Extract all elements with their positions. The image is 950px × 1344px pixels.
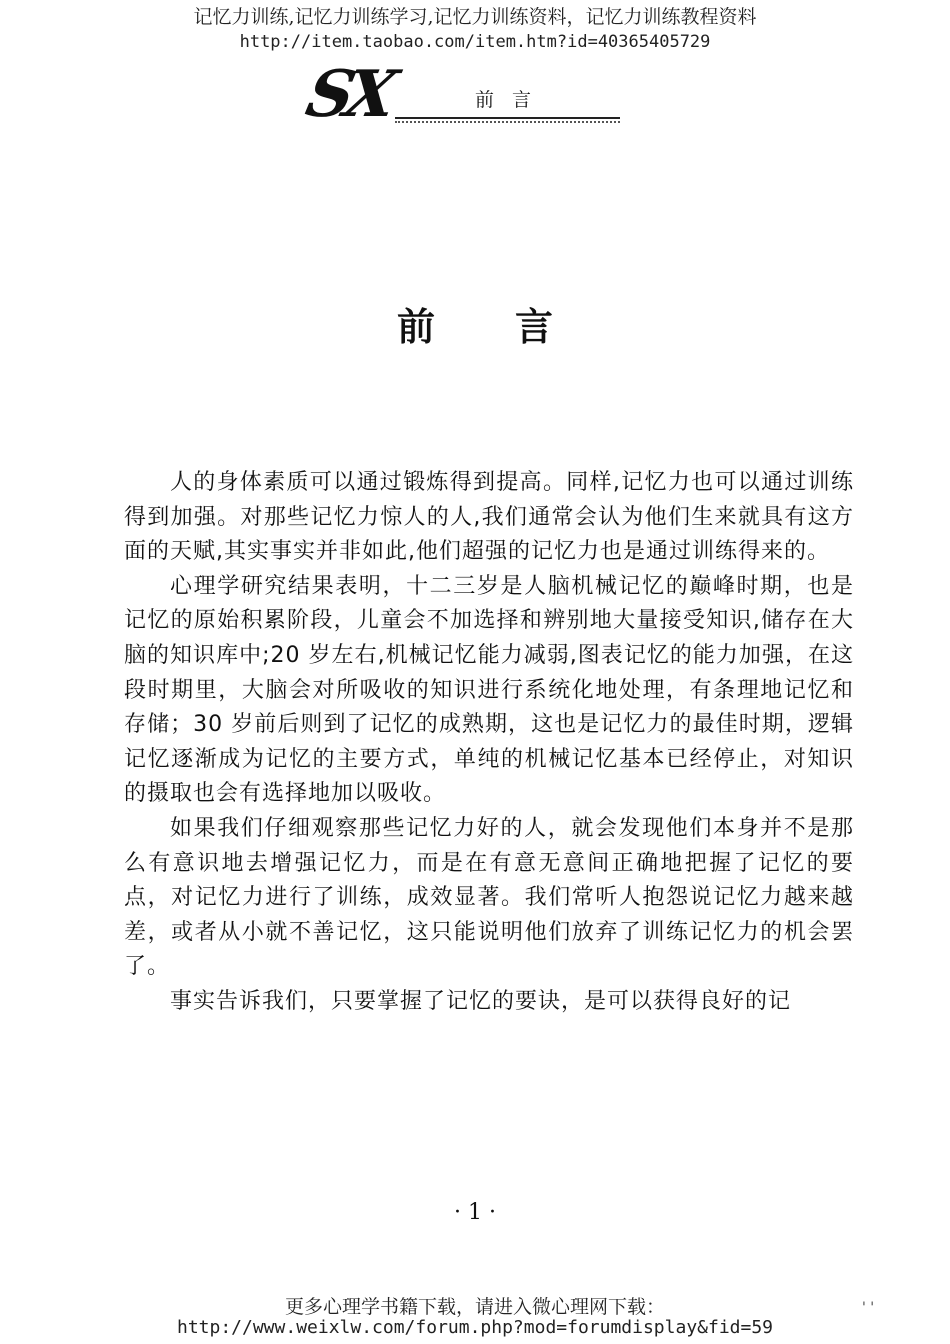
running-head (300, 55, 630, 135)
watermark-top-url: http://item.taobao.com/item.htm?id=40365405729 (239, 32, 711, 52)
calligraphy-logo-icon: SX (300, 57, 396, 132)
corner-mark: ' ' (862, 1300, 875, 1316)
running-head-rule-dotted (395, 121, 620, 123)
chapter-title: 前言 (396, 305, 633, 349)
running-head-label: 前言 (475, 89, 550, 111)
watermark-bottom-url[interactable]: http://www.weixlw.com/forum.php?mod=forumdisplay&fid=59 (176, 1317, 774, 1338)
page-number: · 1 · (454, 1200, 496, 1225)
paragraph: 事实告诉我们，只要掌握了记忆的要诀，是可以获得良好的记 (170, 988, 792, 1014)
watermark-bottom-line1: 更多心理学书籍下载，请进入微心理网下载： (284, 1296, 665, 1318)
running-head-rule (395, 117, 620, 119)
watermark-top-line1: 记忆力训练,记忆力训练学习,记忆力训练资料，记忆力训练教程资料 (193, 6, 757, 28)
paragraph: 心理学研究结果表明，十二三岁是人脑机械记忆的巅峰时期，也是记忆的原始积累阶段，儿童会不加选择和辨别地大量接受知识,储存在大脑的知识库中;20 岁左右,机械记忆能力减弱,图表记忆的能力加强，在这段时期里，大脑会对所吸收的知识进行系统化地处理，有条理地记忆和存储；30 岁前后则到了记忆的成熟期，这也是记忆力的最佳时期，逻辑记忆逐渐成为记忆的主要方式，单纯的机械记忆基本已经停止，对知识的摄取也会有选择地加以吸收。 (124, 573, 854, 807)
paragraph: 如果我们仔细观察那些记忆力好的人，就会发现他们本身并不是那么有意识地去增强记忆力，而是在有意无意间正确地把握了记忆的要点，对记忆力进行了训练，成效显著。我们常听人抱怨说记忆力越来越差，或者从小就不善记忆，这只能说明他们放弃了训练记忆力的机会罢了。 (124, 815, 854, 980)
body-text (124, 466, 854, 1020)
paragraph: 人的身体素质可以通过锻炼得到提高。同样,记忆力也可以通过训练得到加强。对那些记忆力惊人的人,我们通常会认为他们生来就具有这方面的天赋,其实事实并非如此,他们超强的记忆力也是通过训练得来的。 (124, 470, 854, 565)
